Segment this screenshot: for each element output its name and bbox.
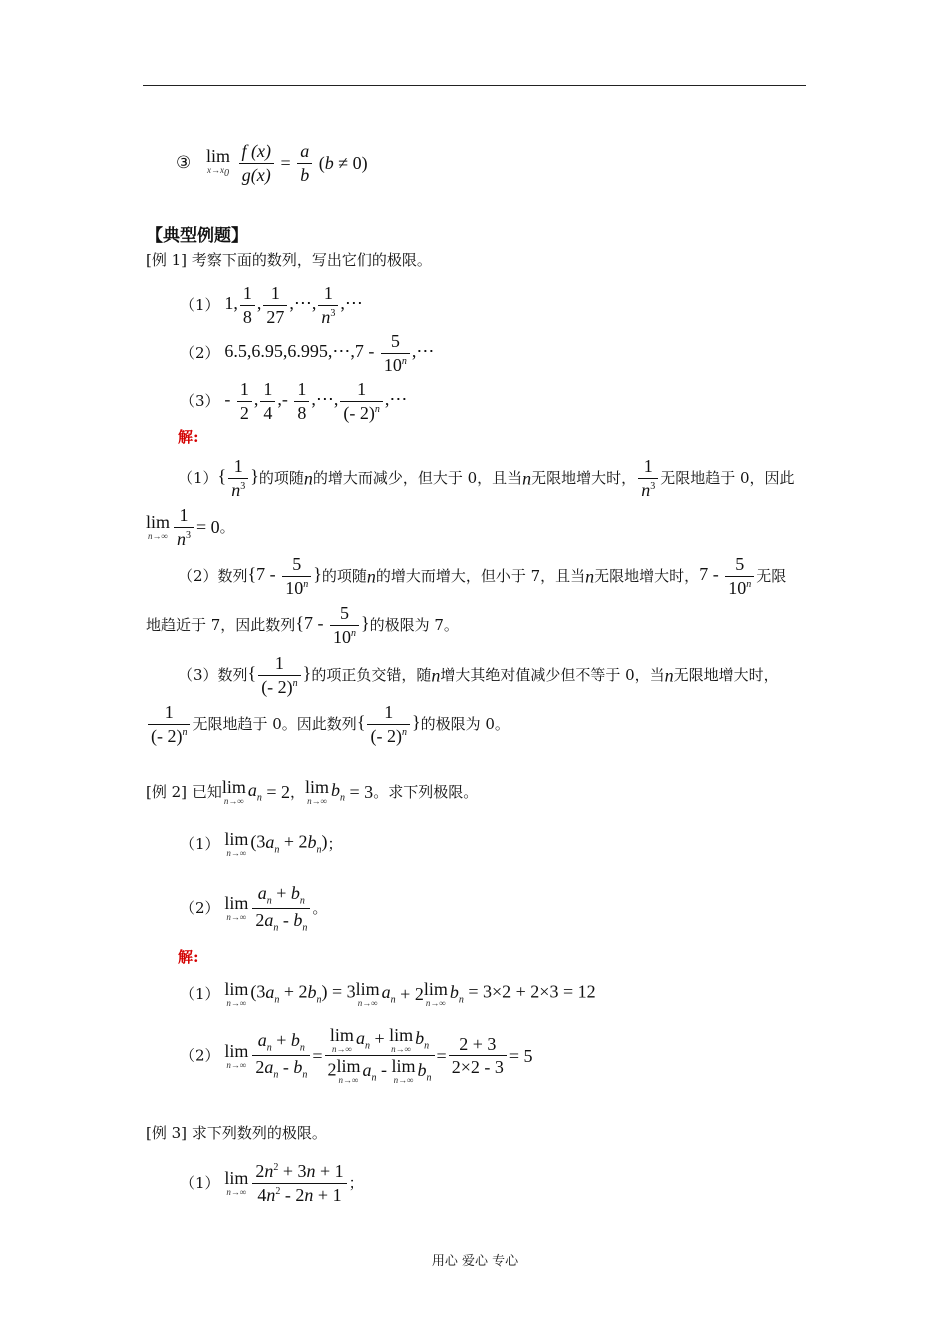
example-3-item-1: （1） lim n→∞ $\frac{2n^2 + 3n + 1}{4n^2 - 2n + 1}$ ； (180, 1161, 364, 1205)
solution-1-line-3: （2）数列{7 - $\frac{5}{10^n}$ }的项随n的增大而增大，但小于 7，且当n无限地增大时，7 - $\frac{5}{10^n}$ 无限 (178, 554, 787, 598)
formula-3: ③ lim $x\to x_0$ $\frac{f (x)}{g(x)}$ = $\frac{a}{b}$ (b ≠ 0) (176, 141, 368, 185)
example-1-item-2: （2） 6.5,6.95,6.995,⋯,7 - $\frac{5}{10^n}$ ,⋯ (180, 331, 435, 375)
formula-marker: ③ (176, 152, 192, 173)
example-2-item-2: （2） lim n→∞ $\frac{a_n + b_n}{2a_n - b_n}$ 。 (180, 883, 328, 934)
solution-1-line-4: 地趋近于 7，因此数列{7 - $\frac{5}{10^n}$ }的极限为 7。 (146, 603, 459, 647)
solution-1-line-5: （3）数列{ $\frac{1}{(- 2)^n}$ }的项正负交错，随n增大其绝对值减少但不等于 0，当n无限地增大时， (178, 653, 779, 697)
section-title: 【典型例题】 (146, 226, 248, 246)
example-1-heading: [例 1] 考察下面的数列，写出它们的极限。 (146, 251, 432, 269)
header-rule (143, 85, 806, 86)
solution-2-line-1: （1） lim n→∞ $(3a_n + 2b_n) = 3$ lim n→∞ $a_n + 2$ lim n→∞ $b_n = 3\times 2 + 2\times 3 = 12$ (180, 979, 596, 1008)
example-1-item-3: （3） - $\frac{1}{2}$ , $\frac{1}{4}$ ,- $\frac{1}{8}$ ,⋯, $\frac{1}{(- 2)^n}$ ,⋯ (180, 379, 408, 423)
solution-1-line-1: （1）{ $\frac{1}{n^3}$ }的项随n的增大而减少，但大于 0，且当n无限地增大时， $\frac{1}{n^3}$ 无限地趋于 0，因此 (178, 456, 795, 500)
example-1-item-1: （1） 1, $\frac{1}{8}$ , $\frac{1}{27}$ ,⋯, $\frac{1}{n^3}$ ,⋯ (180, 283, 363, 327)
solution-label-1: 解: (178, 428, 199, 446)
solution-1-line-6: $\frac{1}{(- 2)^n}$ 无限地趋于 0。因此数列{ $\frac{1}{(- 2)^n}$ }的极限为 0。 (146, 701, 510, 747)
example-2-heading: [例 2] 已知 lim n→∞ $a_n = 2$， lim n→∞ $b_n = 3$。求下列极限。 (146, 777, 479, 806)
solution-1-line-2: lim n→∞ $\frac{1}{n^3}$ = 0。 (146, 505, 235, 549)
example-3-heading: [例 3] 求下列数列的极限。 (146, 1124, 327, 1142)
solution-2-line-2: （2） lim n→∞ $\frac{a_n + b_n}{2a_n - b_n}$ = lim n→∞ $a_n$ + lim n→∞ $b_n$ 2 lim n→∞ $a_n$ - lim n→∞ $b_n$ = $\frac{2 + 3}{2\times 2 - 3}$ = 5 (180, 1025, 533, 1086)
solution-label-2: 解: (178, 948, 199, 966)
page-footer: 用心 爱心 专心 (431, 1254, 519, 1269)
example-2-item-1: （1） lim n→∞ $(3a_n + 2b_n)$； (180, 829, 343, 858)
